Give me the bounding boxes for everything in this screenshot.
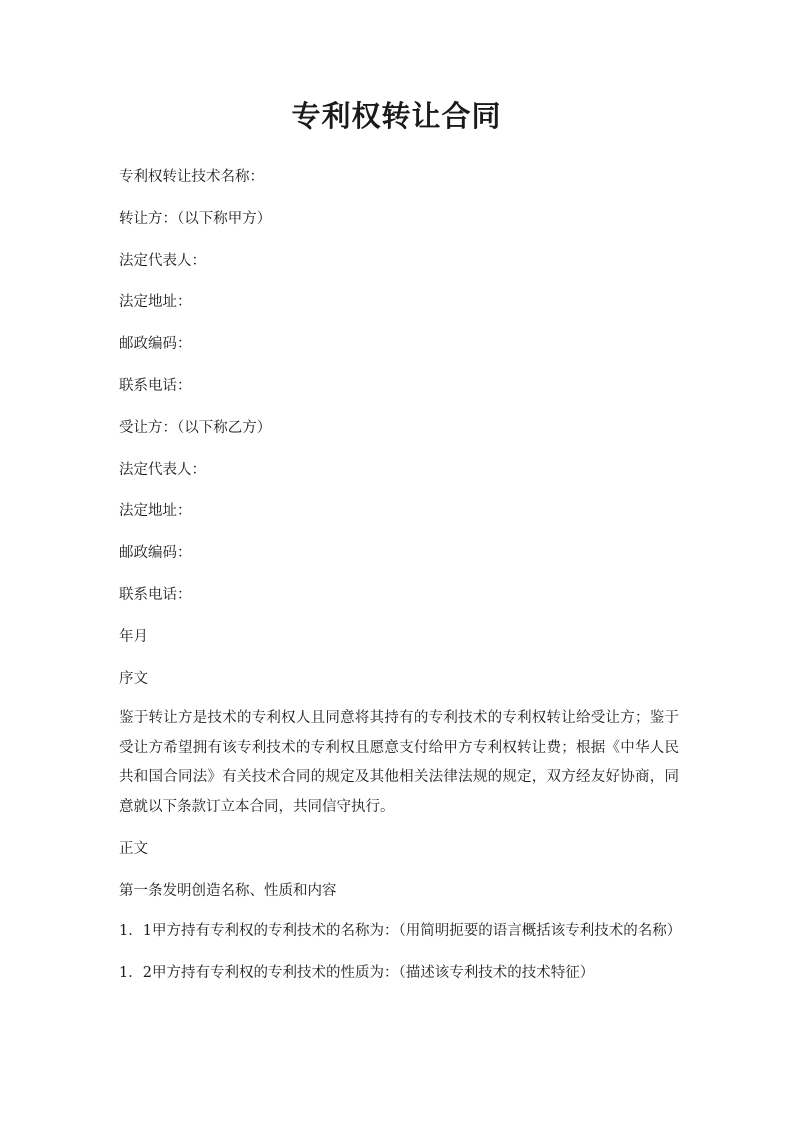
clause-1-1: 1．1甲方持有专利权的专利技术的名称为：（用简明扼要的语言概括该专利技术的名称）	[119, 922, 682, 939]
document-body	[119, 163, 682, 1002]
field-date: 年月	[119, 628, 148, 645]
field-transferor: 转让方：（以下称甲方）	[119, 210, 272, 227]
field-transferee-postcode: 邮政编码：	[119, 545, 192, 562]
field-transferee-address: 法定地址：	[119, 503, 192, 520]
field-transferor-legal-rep: 法定代表人：	[119, 252, 206, 269]
field-transferor-postcode: 邮政编码：	[119, 336, 192, 353]
field-transferee: 受让方：（以下称乙方）	[119, 419, 272, 436]
field-transferor-address: 法定地址：	[119, 294, 192, 311]
preamble-paragraph: 鉴于转让方是技术的专利权人且同意将其持有的专利技术的专利权转让给受让方；鉴于受让方希望拥有该专利技术的专利权且愿意支付给甲方专利权转让费；根据《中华人民共和国合同法》有关技术合同的规定及其他相关法律法规的规定，双方经友好协商，同意就以下条款订立本合同，共同信守执行。	[119, 710, 679, 815]
preamble-heading: 序文	[119, 670, 148, 687]
field-transferee-legal-rep: 法定代表人：	[119, 461, 206, 478]
clause-1-2: 1．2甲方持有专利权的专利技术的性质为：（描述该专利技术的技术特征）	[119, 965, 595, 982]
document-title: 专利权转让合同	[291, 99, 502, 133]
body-heading: 正文	[119, 841, 148, 858]
field-transferee-phone: 联系电话：	[119, 586, 192, 603]
field-transferor-phone: 联系电话：	[119, 377, 192, 394]
field-technology-name: 专利权转让技术名称：	[119, 169, 264, 185]
article-1-heading: 第一条发明创造名称、性质和内容	[119, 883, 337, 900]
